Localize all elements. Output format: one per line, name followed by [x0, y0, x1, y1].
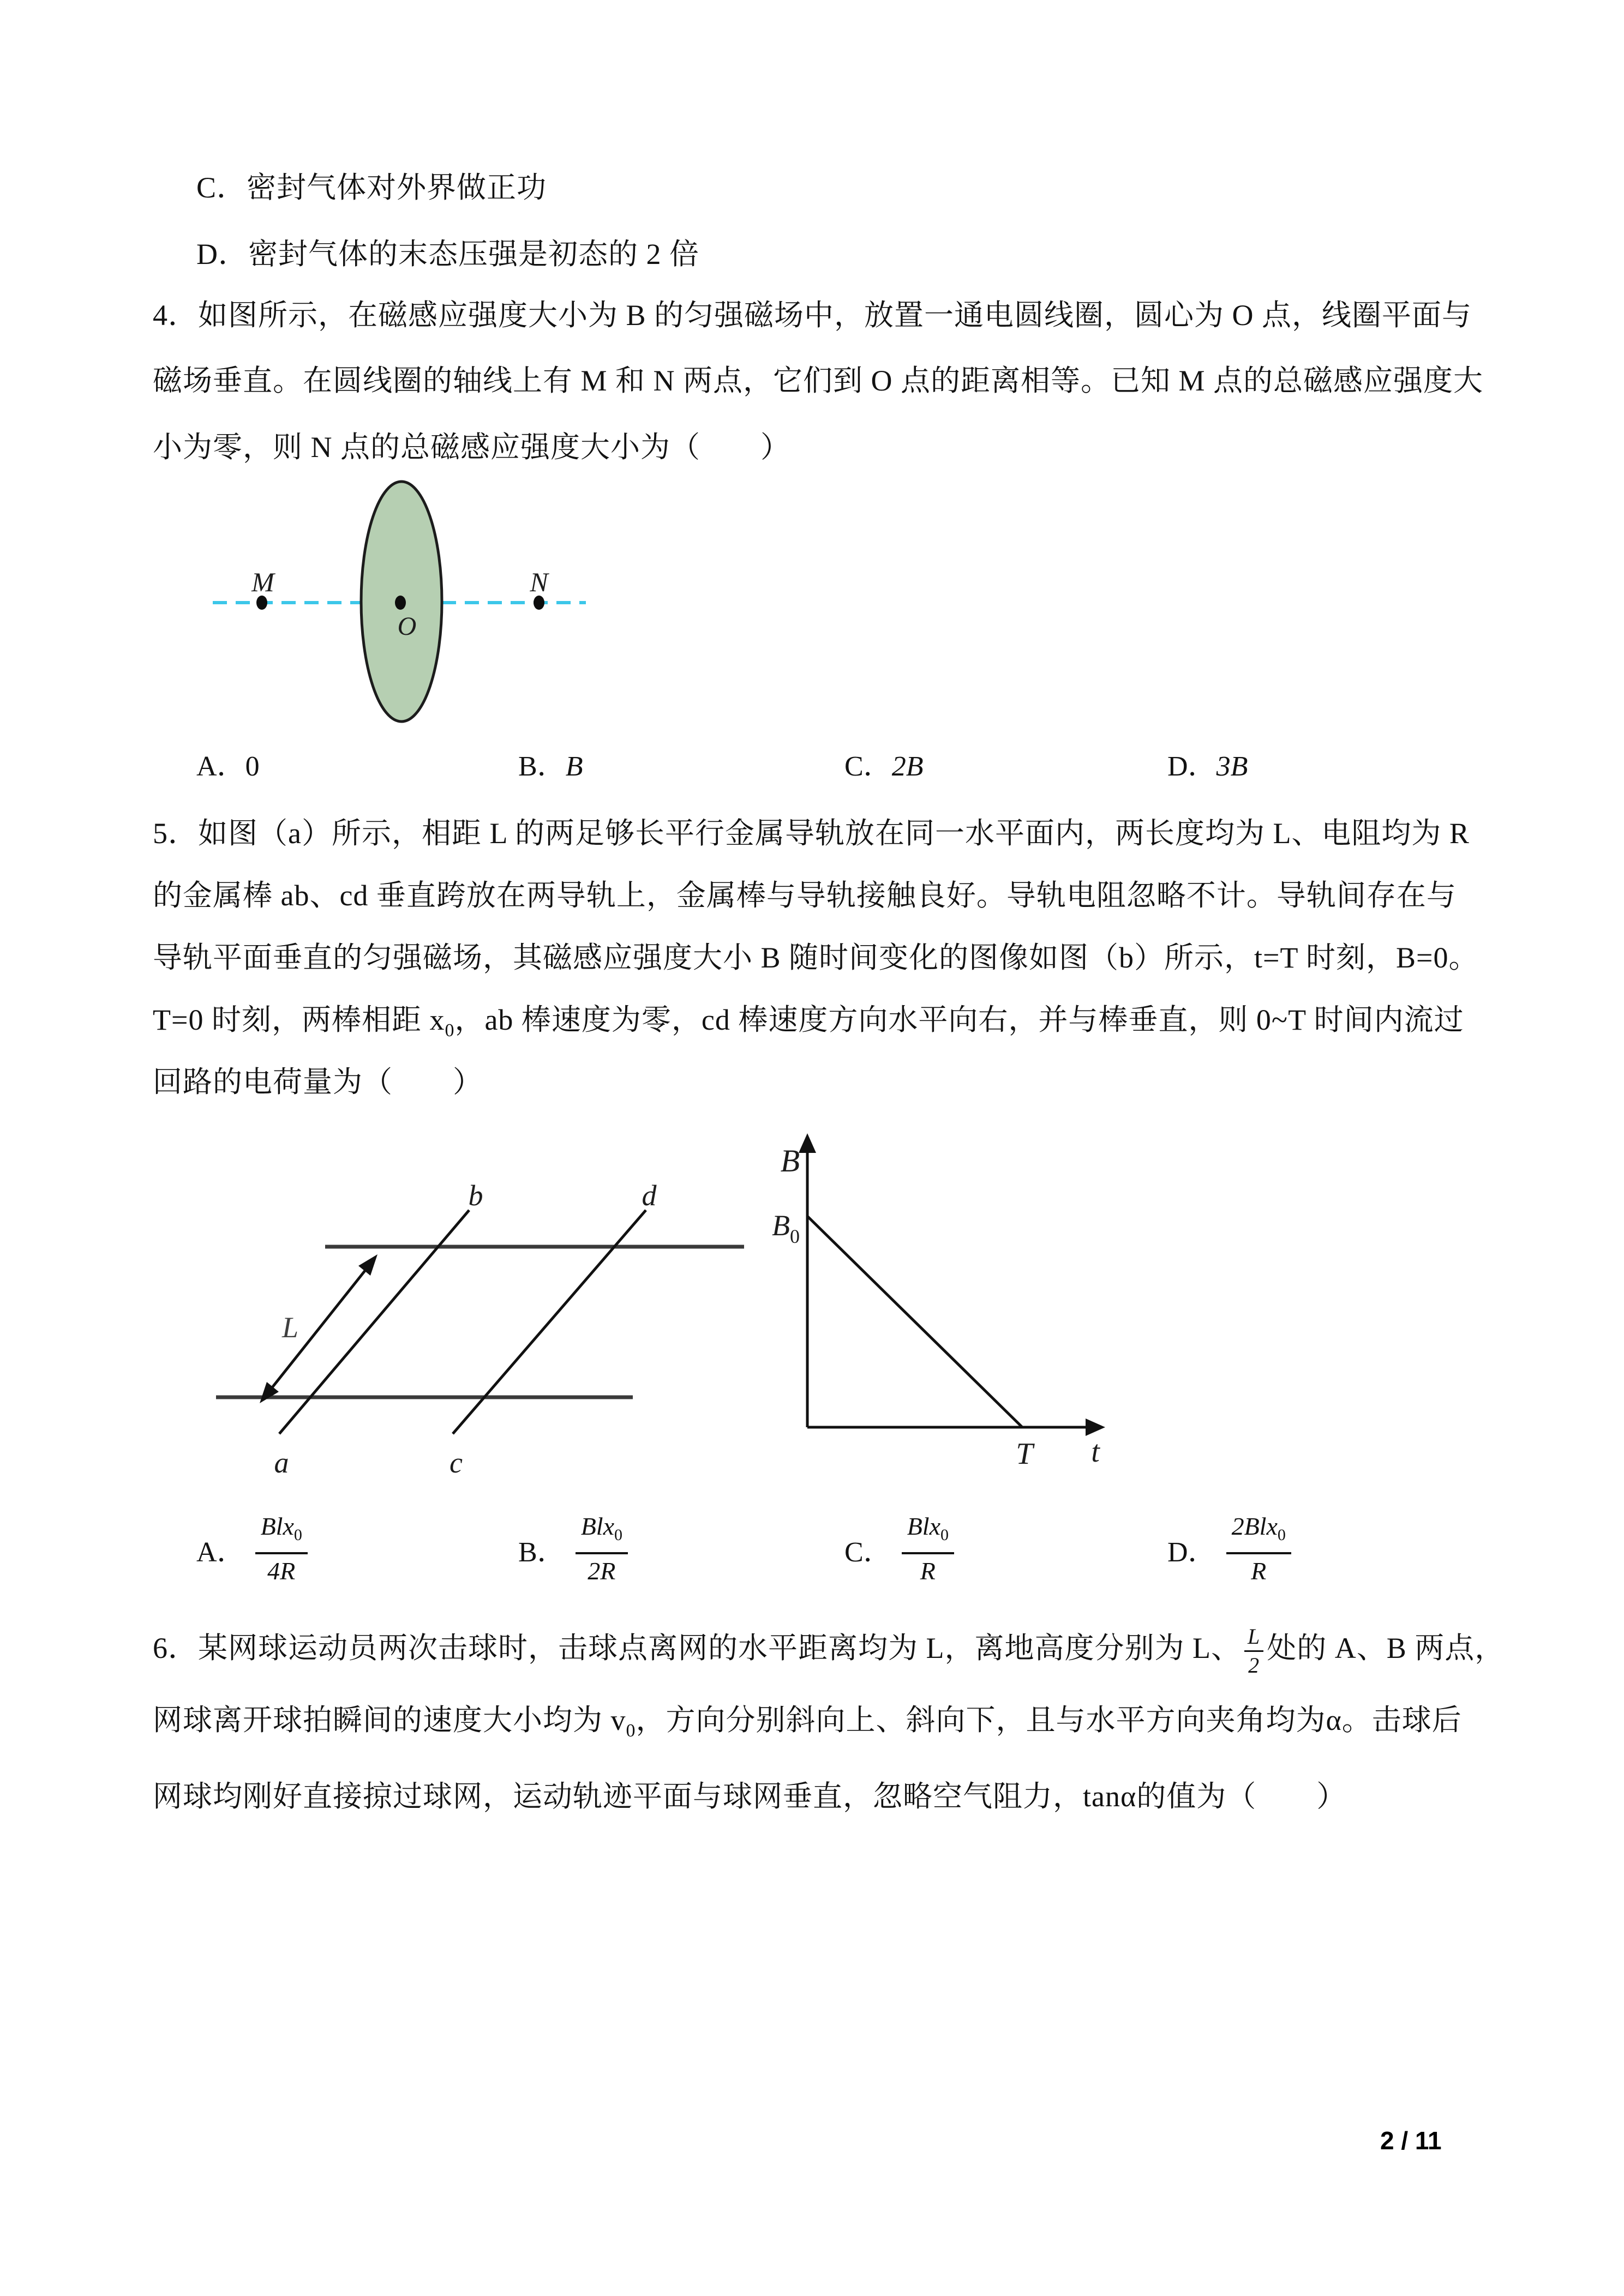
q4-option-c-label: C．	[844, 751, 892, 782]
q4-option-b	[518, 743, 583, 784]
q5-text-line-5: 回路的电荷量为（ ）	[153, 1066, 483, 1098]
label-n: N	[530, 567, 548, 597]
q3-option-d: D．密封气体的末态压强是初态的 2 倍	[196, 238, 699, 271]
q5-option-c-numerator	[902, 1512, 954, 1554]
q6-text-line-2	[153, 1703, 1462, 1748]
point-o-dot	[395, 596, 406, 610]
q6-line1-after: 处的 A、B 两点，	[1267, 1631, 1505, 1664]
graph-y-axis-arrow	[799, 1133, 816, 1153]
q5-option-c-num-main: Blx	[907, 1512, 940, 1540]
q5-text-line-2: 的金属棒 ab、cd 垂直跨放在两导轨上，金属棒与导轨接触良好。导轨电阻忽略不计。导轨间存在与	[153, 879, 1457, 912]
q6-line2-before: 网球离开球拍瞬间的速度大小均为 v	[153, 1704, 626, 1736]
q4-text-line-3: 小为零，则 N 点的总磁感应强度大小为（ ）	[153, 431, 790, 464]
graph-declining-line	[807, 1216, 1022, 1427]
q6-line1-before: 6．某网球运动员两次击球时，击球点离网的水平距离均为 L，离地高度分别为 L、	[153, 1631, 1241, 1664]
q5-option-c-label: C．	[844, 1536, 892, 1568]
q6-line2-subscript: 0	[626, 1720, 636, 1741]
q4-option-d-label: D．	[1167, 751, 1216, 782]
q5-option-a-num-main: Blx	[260, 1512, 294, 1540]
graph-x-axis-arrow	[1086, 1419, 1105, 1436]
label-m: M	[251, 567, 274, 597]
q5-option-c-fraction	[902, 1512, 954, 1586]
q5-option-d-numerator	[1226, 1512, 1291, 1554]
q5-option-c	[844, 1512, 954, 1586]
label-rail-gap-l: L	[281, 1311, 299, 1344]
graph-y-intercept-main: B	[772, 1209, 790, 1242]
q5-option-b-num-main: Blx	[580, 1512, 614, 1540]
q4-option-b-value: B	[565, 751, 583, 782]
q4-text-line-2: 磁场垂直。在圆线圈的轴线上有 M 和 N 两点，它们到 O 点的距离相等。已知 M 点的总磁感应强度大	[153, 364, 1484, 397]
label-c: c	[450, 1446, 463, 1479]
q5-text-line-3: 导轨平面垂直的匀强磁场，其磁感应强度大小 B 随时间变化的图像如图（b）所示，t=T 时刻，B=0。	[153, 941, 1479, 974]
graph-y-intercept-label	[772, 1209, 800, 1247]
q5-option-d-fraction	[1226, 1512, 1291, 1586]
q5-option-d-label: D．	[1167, 1536, 1216, 1568]
q4-option-b-label: B．	[518, 751, 566, 782]
q4-option-d-value: 3B	[1216, 751, 1248, 782]
q5-option-a	[196, 1512, 308, 1586]
point-m-dot	[256, 596, 267, 610]
q4-coil-diagram	[202, 469, 600, 731]
q5-text-line-4	[153, 1002, 1464, 1048]
q5-option-b-fraction	[576, 1512, 628, 1586]
q5-option-b-num-sub: 0	[614, 1526, 622, 1544]
graph-y-axis-label: B	[780, 1143, 800, 1179]
q5-option-b-denominator: 2R	[588, 1557, 616, 1585]
q5-option-a-label: A．	[196, 1536, 245, 1568]
bar-ab	[279, 1210, 469, 1434]
q5-option-d-denominator: R	[1251, 1557, 1267, 1585]
q5-option-d-num-sub: 0	[1277, 1526, 1286, 1544]
q5-option-c-num-sub: 0	[940, 1526, 949, 1544]
q5-option-b	[518, 1512, 628, 1586]
label-o: O	[397, 612, 417, 641]
q5-options-row	[155, 1512, 1519, 1599]
q4-option-c-value: 2B	[891, 751, 924, 782]
q6-text-line-3: 网球均刚好直接掠过球网，运动轨迹平面与球网垂直，忽略空气阻力，tanα的值为（ ）	[153, 1780, 1347, 1813]
q5-option-d-num-main: 2Blx	[1231, 1512, 1278, 1540]
l-arrow-head-top	[358, 1254, 377, 1276]
q6-fraction-numerator: L	[1244, 1624, 1263, 1652]
q3-option-c: C．密封气体对外界做正功	[196, 171, 547, 204]
q4-option-a-label: A．	[196, 751, 245, 782]
q5-option-d	[1167, 1512, 1291, 1586]
q6-inline-fraction	[1244, 1624, 1263, 1678]
l-arrow-head-bottom	[260, 1382, 279, 1403]
bar-cd	[453, 1210, 646, 1434]
graph-x-axis-label: t	[1091, 1435, 1100, 1469]
label-b: b	[468, 1179, 483, 1212]
q5-option-b-numerator	[576, 1512, 628, 1554]
q5-line4-before: T=0 时刻，两棒相距 x	[153, 1003, 445, 1036]
q4-text-line-1: 4．如图所示，在磁感应强度大小为 B 的匀强磁场中，放置一通电圆线圈，圆心为 O 点，线圈平面与	[153, 299, 1472, 332]
q6-text-line-1	[153, 1624, 1505, 1678]
q4-option-a-value: 0	[245, 751, 260, 782]
q4-option-c	[844, 743, 923, 784]
q5-option-a-denominator: 4R	[267, 1557, 296, 1585]
q4-option-d	[1167, 743, 1248, 784]
page-number: 2 / 11	[1380, 2126, 1442, 2155]
q5-option-a-numerator	[255, 1512, 308, 1554]
graph-x-intercept-label: T	[1016, 1437, 1033, 1471]
q5-option-a-fraction	[255, 1512, 308, 1586]
q5-rails-and-graph-diagram	[207, 1123, 1135, 1483]
q6-line2-after: ，方向分别斜向上、斜向下，且与水平方向夹角均为α。击球后	[636, 1704, 1462, 1736]
label-a: a	[274, 1446, 289, 1479]
q5-option-b-label: B．	[518, 1536, 566, 1568]
graph-y-intercept-sub: 0	[790, 1225, 800, 1247]
point-n-dot	[534, 596, 544, 610]
q5-option-c-denominator: R	[920, 1557, 936, 1585]
q5-text-line-1: 5．如图（a）所示，相距 L 的两足够长平行金属导轨放在同一水平面内，两长度均为 L、电阻均为 R	[153, 817, 1470, 850]
q5-line4-after: ，ab 棒速度为零，cd 棒速度方向水平向右，并与棒垂直，则 0~T 时间内流过	[454, 1003, 1464, 1036]
q5-option-a-num-sub: 0	[293, 1526, 302, 1544]
q5-line4-subscript: 0	[445, 1020, 455, 1041]
q4-option-a	[196, 743, 260, 784]
label-d: d	[642, 1179, 657, 1212]
q6-fraction-denominator: 2	[1248, 1653, 1260, 1678]
q4-options-row	[155, 743, 1519, 825]
